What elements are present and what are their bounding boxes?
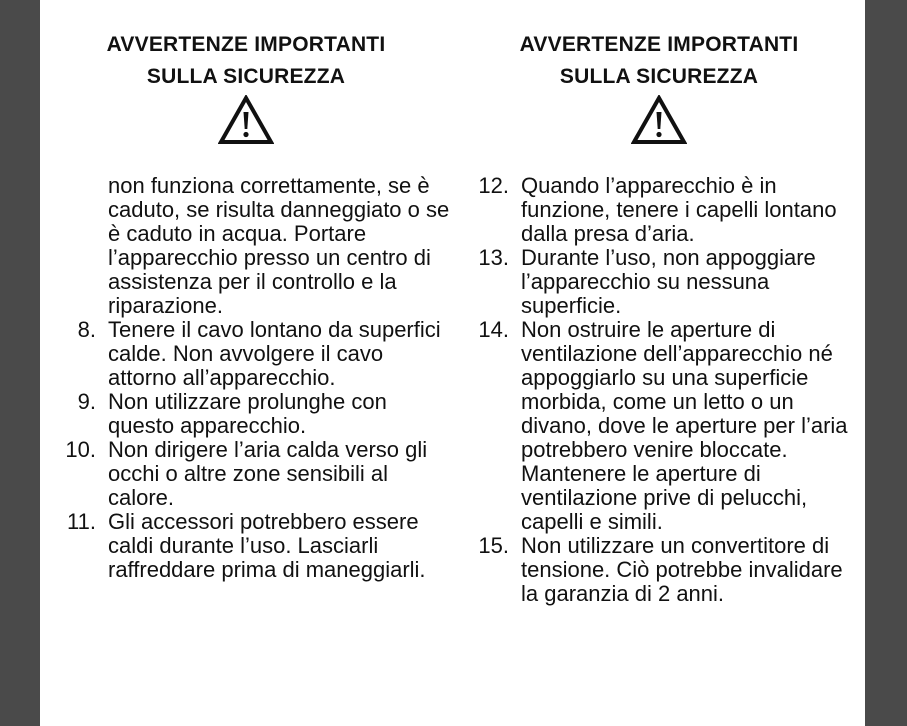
item-number: 11. — [67, 509, 96, 534]
list-item-15 — [453, 534, 865, 606]
item-text: Quando l’apparecchio è in funzione, tenere i capelli lontano dalla presa d’aria. — [521, 173, 837, 246]
item-number: 10. — [65, 437, 96, 462]
item-number: 13. — [478, 245, 509, 270]
item-text: Gli accessori potrebbero essere caldi durante l’uso. Lasciarli raffreddare prima di maneggiarli. — [108, 509, 426, 582]
right-column — [453, 0, 865, 726]
list-item-9 — [40, 390, 452, 438]
left-column — [40, 0, 452, 726]
item-text: non funziona correttamente, se è caduto, se risulta danneggiato o se è caduto in acqua. Portare l’apparecchio presso un centro di assistenza per il controllo e la riparazione. — [108, 173, 450, 318]
list-item-10 — [40, 438, 452, 510]
item-number: 14. — [478, 317, 509, 342]
safety-list-left — [40, 174, 452, 582]
safety-list-right — [453, 174, 865, 606]
manual-page — [40, 0, 865, 726]
list-item-continuation — [40, 174, 452, 318]
heading-line-1: AVVERTENZE IMPORTANTI — [519, 33, 799, 56]
heading-line-2: SULLA SICUREZZA — [146, 65, 346, 88]
section-heading-left — [40, 29, 452, 93]
item-number: 12. — [478, 173, 509, 198]
item-number: 15. — [478, 533, 509, 558]
heading-line-1: AVVERTENZE IMPORTANTI — [106, 33, 386, 56]
heading-line-2: SULLA SICUREZZA — [559, 65, 759, 88]
item-number: 9. — [77, 389, 96, 414]
item-number: 8. — [77, 317, 96, 342]
list-item-11 — [40, 510, 452, 582]
item-text: Non utilizzare un convertitore di tensione. Ciò potrebbe invalidare la garanzia di 2 anni. — [521, 533, 843, 606]
item-text: Non dirigere l’aria calda verso gli occhi o altre zone sensibili al calore. — [108, 437, 428, 510]
list-item-14 — [453, 318, 865, 534]
item-text: Non ostruire le aperture di ventilazione dell’apparecchio né appoggiarlo su una superficie morbida, come un letto o un divano, dove le aperture per l’aria potrebbero venire bloccate. Mantenere le aperture di ventilazione prive di pelucchi, capelli e simili. — [521, 317, 848, 534]
item-text: Non utilizzare prolunghe con questo apparecchio. — [108, 389, 387, 438]
warning-triangle-icon — [218, 95, 274, 145]
list-item-8 — [40, 318, 452, 390]
list-item-12 — [453, 174, 865, 246]
item-text: Tenere il cavo lontano da superfici calde. Non avvolgere il cavo attorno all’apparecchio. — [108, 317, 441, 390]
section-heading-right — [453, 29, 865, 93]
list-item-13 — [453, 246, 865, 318]
warning-triangle-icon — [631, 95, 687, 145]
item-text: Durante l’uso, non appoggiare l’apparecchio su nessuna superficie. — [521, 245, 816, 318]
